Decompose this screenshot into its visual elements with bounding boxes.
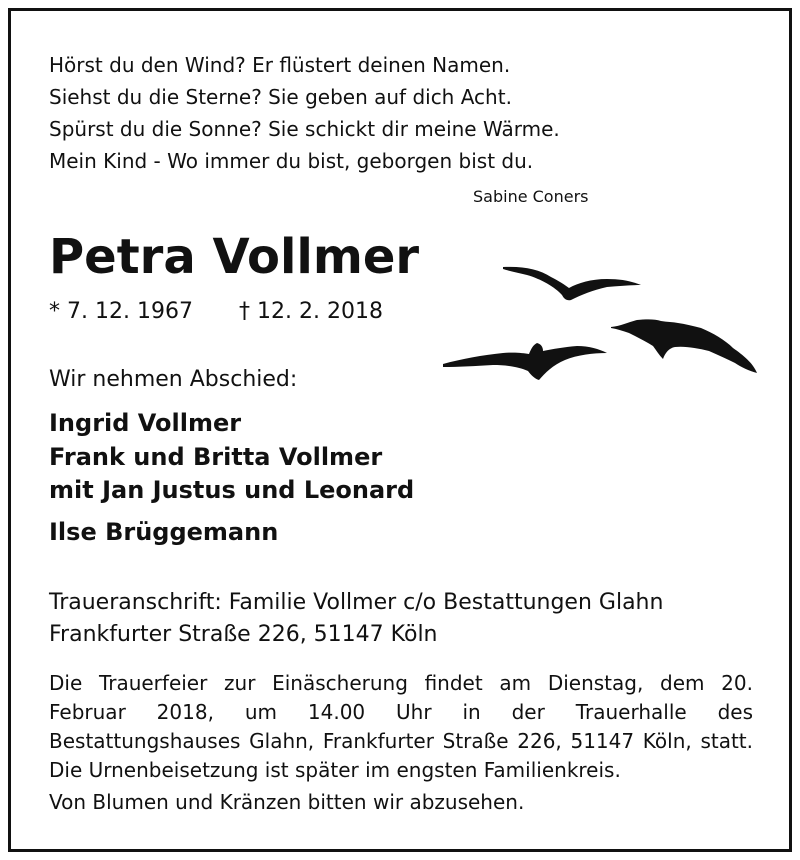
- poem-author: Sabine Coners: [473, 187, 589, 206]
- poem-line: Spürst du die Sonne? Sie schickt dir meine Wärme.: [49, 117, 560, 141]
- mourning-address: [49, 587, 663, 651]
- mourner-name: Ingrid Vollmer: [49, 409, 242, 437]
- life-dates: [49, 299, 383, 324]
- birth-date: * 7. 12. 1967: [49, 299, 193, 324]
- bird-icon: [503, 267, 641, 300]
- poem-line: Siehst du die Sterne? Sie geben auf dich Acht.: [49, 85, 512, 109]
- poem-line: Hörst du den Wind? Er flüstert deinen Namen.: [49, 53, 511, 77]
- farewell-heading: Wir nehmen Abschied:: [49, 367, 298, 392]
- closing-note: Von Blumen und Kränzen bitten wir abzusehen.: [49, 790, 525, 814]
- obituary-frame: [8, 8, 792, 852]
- deceased-name: Petra Vollmer: [49, 229, 420, 285]
- bird-icon: [611, 319, 757, 373]
- flying-birds-icon: [431, 247, 771, 387]
- mourner-name: mit Jan Justus und Leonard: [49, 476, 415, 504]
- address-line: Traueranschrift: Familie Vollmer c/o Bestattungen Glahn: [49, 590, 664, 615]
- mourners-list: [49, 405, 414, 550]
- mourner-name: Frank und Britta Vollmer: [49, 443, 383, 471]
- poem: [49, 49, 560, 177]
- bird-icon: [443, 343, 607, 380]
- poem-line: Mein Kind - Wo immer du bist, geborgen bist du.: [49, 149, 534, 173]
- death-date: † 12. 2. 2018: [239, 299, 383, 324]
- ceremony-details: Die Trauerfeier zur Einäscherung findet am Dienstag, dem 20. Februar 2018, um 14.00 Uhr in der Trauerhalle des Bestattungshauses Glahn, Frankfurter Straße 226, 51147 Köln, statt. Die Urnenbeisetzung ist später im engsten Familienkreis.: [49, 671, 753, 782]
- mourner-name: Ilse Brüggemann: [49, 518, 279, 546]
- address-line: Frankfurter Straße 226, 51147 Köln: [49, 622, 438, 647]
